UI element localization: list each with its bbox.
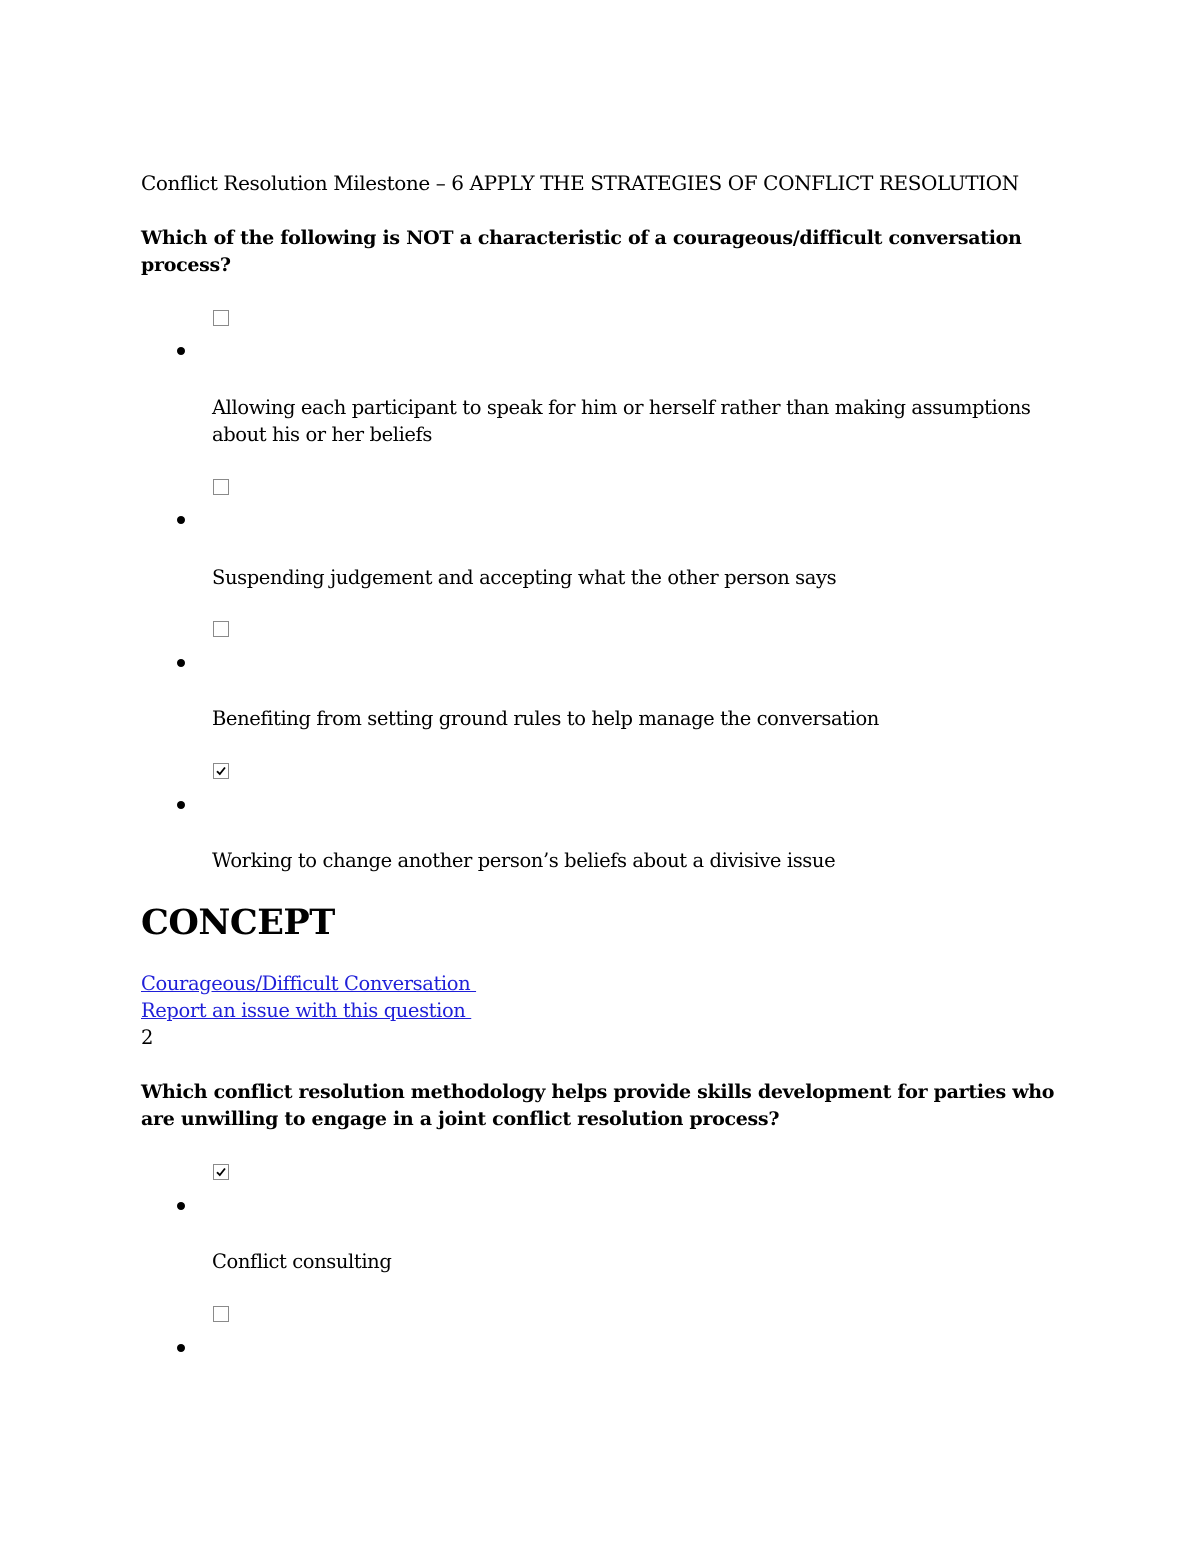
q2-option-1-checkbox[interactable] [213, 1164, 229, 1180]
list-bullet [177, 659, 185, 667]
q1-option-1-checkbox[interactable] [213, 310, 229, 326]
q1-option-2-label: Suspending judgement and accepting what the other person says [212, 566, 837, 589]
q1-option-4-checkbox[interactable] [213, 763, 229, 779]
checkmark-icon [215, 765, 227, 777]
q2-option-1-label: Conflict consulting [212, 1250, 392, 1273]
concept-heading: CONCEPT [141, 902, 335, 943]
question-number: 2 [141, 1026, 154, 1049]
concept-link[interactable]: Courageous/Difficult Conversation [141, 972, 477, 995]
list-bullet [177, 1202, 185, 1210]
question-2-text: Which conflict resolution methodology helps provide skills development for parties who are unwilling to engage in a joint conflict resolution process? [141, 1081, 1055, 1130]
question-1-text: Which of the following is NOT a characteristic of a courageous/difficult conversation process? [141, 227, 1022, 276]
list-bullet [177, 516, 185, 524]
q1-option-1-label: Allowing each participant to speak for him or herself rather than making assumptions about his or her beliefs [212, 396, 1031, 446]
checkmark-icon [215, 1166, 227, 1178]
report-issue-link[interactable]: Report an issue with this question [141, 999, 472, 1022]
q1-option-4-label: Working to change another person’s beliefs about a divisive issue [212, 849, 836, 872]
q1-option-2-checkbox[interactable] [213, 479, 229, 495]
q2-option-2-checkbox[interactable] [213, 1306, 229, 1322]
q1-option-3-label: Benefiting from setting ground rules to help manage the conversation [212, 707, 879, 730]
q1-option-3-checkbox[interactable] [213, 621, 229, 637]
document-title: Conflict Resolution Milestone – 6 APPLY THE STRATEGIES OF CONFLICT RESOLUTION [141, 171, 1019, 195]
list-bullet [177, 1344, 185, 1352]
list-bullet [177, 347, 185, 355]
list-bullet [177, 801, 185, 809]
